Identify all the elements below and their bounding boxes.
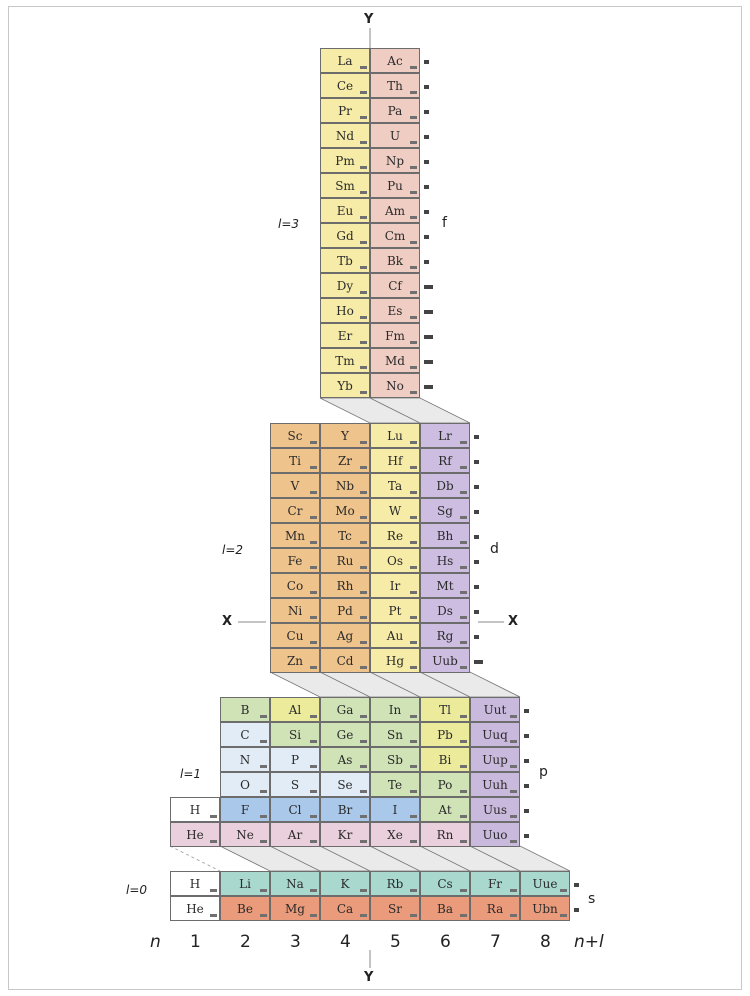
element-cell <box>220 871 270 896</box>
element-cell <box>220 747 270 772</box>
element-symbol: I <box>392 802 398 817</box>
s-block-label: s <box>588 891 596 907</box>
element-symbol: Zn <box>286 653 304 668</box>
element-symbol: Db <box>436 478 454 493</box>
row-dash-marker <box>424 160 429 164</box>
element-symbol: Pt <box>388 603 402 618</box>
element-cell <box>520 896 570 921</box>
row-dash-marker <box>474 485 479 489</box>
element-cell <box>320 423 370 448</box>
element-cell <box>370 523 420 548</box>
row-dash-marker <box>424 210 429 214</box>
element-cell <box>420 523 470 548</box>
element-cell <box>420 623 470 648</box>
element-cell <box>320 98 370 123</box>
l0-label: l=0 <box>126 883 148 897</box>
element-cell <box>420 896 470 921</box>
element-symbol: He <box>186 827 204 842</box>
element-symbol: Ga <box>336 702 354 717</box>
row-dash-marker <box>424 60 429 64</box>
p-block-label: p <box>539 764 548 780</box>
row-dash-marker <box>424 335 433 339</box>
n-plus-l-label: n+l <box>574 932 604 952</box>
element-symbol: Eu <box>336 203 354 218</box>
element-symbol: At <box>438 802 452 817</box>
row-dash-marker <box>424 110 429 114</box>
element-symbol: Gd <box>336 228 354 243</box>
row-dash-marker <box>524 809 529 813</box>
element-cell <box>270 548 320 573</box>
x-axis-label-left: X <box>222 614 233 629</box>
element-cell <box>420 648 470 673</box>
element-symbol: Os <box>387 553 403 568</box>
element-symbol: Pr <box>338 103 352 118</box>
element-cell <box>420 722 470 747</box>
element-cell <box>220 697 270 722</box>
element-cell <box>420 473 470 498</box>
element-symbol: Se <box>337 777 353 792</box>
element-symbol: Bk <box>386 253 404 268</box>
element-symbol: C <box>240 727 250 742</box>
element-symbol: Md <box>385 353 405 368</box>
element-symbol: Tc <box>338 528 352 543</box>
element-symbol: F <box>240 802 250 817</box>
element-cell <box>270 423 320 448</box>
element-cell <box>470 896 520 921</box>
element-symbol: Mo <box>335 503 355 518</box>
row-dash-marker <box>424 260 429 264</box>
element-symbol: Na <box>286 876 304 891</box>
y-axis-label-bottom: Y <box>364 970 374 985</box>
element-cell <box>420 772 470 797</box>
element-cell <box>270 523 320 548</box>
element-cell <box>370 123 420 148</box>
element-cell <box>370 273 420 298</box>
element-symbol: Ge <box>336 727 354 742</box>
element-cell <box>420 573 470 598</box>
row-dash-marker <box>424 235 429 239</box>
row-dash-marker <box>424 85 429 89</box>
element-cell <box>370 598 420 623</box>
element-cell <box>320 248 370 273</box>
n-plus-l-number: 3 <box>290 932 301 952</box>
element-symbol: Pm <box>335 153 355 168</box>
element-cell <box>220 797 270 822</box>
element-cell <box>320 198 370 223</box>
element-cell <box>520 871 570 896</box>
element-symbol: O <box>240 777 250 792</box>
element-symbol: Ar <box>287 827 303 842</box>
row-dash-marker <box>474 560 479 564</box>
element-symbol: Bi <box>438 752 452 767</box>
element-cell <box>320 173 370 198</box>
element-symbol: Nb <box>335 478 355 493</box>
element-cell <box>420 598 470 623</box>
element-symbol: Uuh <box>482 777 508 792</box>
element-symbol: Li <box>239 876 251 891</box>
element-symbol: Ds <box>437 603 453 618</box>
row-dash-marker <box>474 535 479 539</box>
element-cell <box>320 772 370 797</box>
n-plus-l-number: 7 <box>490 932 501 952</box>
element-symbol: S <box>290 777 300 792</box>
element-symbol: Sn <box>387 727 403 742</box>
element-cell <box>370 148 420 173</box>
element-cell <box>370 772 420 797</box>
element-symbol: No <box>386 378 404 393</box>
element-cell <box>370 198 420 223</box>
element-cell <box>420 448 470 473</box>
element-symbol: Rn <box>436 827 454 842</box>
element-symbol: Be <box>237 901 253 916</box>
element-cell <box>320 448 370 473</box>
element-cell <box>470 697 520 722</box>
element-symbol: Cd <box>336 653 354 668</box>
element-cell <box>470 722 520 747</box>
element-symbol: Si <box>288 727 302 742</box>
element-symbol: Pu <box>387 178 403 193</box>
element-symbol: Fe <box>287 553 303 568</box>
element-symbol: Xe <box>387 827 403 842</box>
element-cell <box>320 822 370 847</box>
element-symbol: Ra <box>486 901 504 916</box>
element-symbol: Ni <box>287 603 303 618</box>
n-plus-l-number: 2 <box>240 932 251 952</box>
element-cell <box>270 598 320 623</box>
element-symbol: Zr <box>337 453 353 468</box>
element-cell <box>370 348 420 373</box>
n-plus-l-number: 8 <box>540 932 551 952</box>
element-symbol: Cm <box>384 228 406 243</box>
element-symbol: Lu <box>387 428 403 443</box>
element-symbol: Ag <box>336 628 354 643</box>
element-cell <box>320 223 370 248</box>
element-symbol: Fm <box>385 328 405 343</box>
element-cell <box>270 498 320 523</box>
element-symbol: H <box>189 876 201 891</box>
element-symbol: Al <box>288 702 302 717</box>
element-cell <box>370 48 420 73</box>
element-symbol: Ca <box>336 901 354 916</box>
element-symbol: Tm <box>335 353 355 368</box>
element-symbol: Te <box>387 777 403 792</box>
element-symbol: Es <box>387 303 403 318</box>
element-cell <box>370 871 420 896</box>
element-cell <box>320 148 370 173</box>
row-dash-marker <box>524 834 529 838</box>
row-dash-marker <box>524 709 529 713</box>
row-dash-marker <box>424 285 433 289</box>
f-block-label: f <box>442 215 447 231</box>
element-symbol: Uuo <box>482 827 508 842</box>
element-symbol: Ubn <box>532 901 558 916</box>
element-cell <box>170 896 220 921</box>
element-symbol: Er <box>337 328 353 343</box>
n-plus-l-number: 6 <box>440 932 451 952</box>
element-symbol: Rh <box>336 578 354 593</box>
element-symbol: Rb <box>386 876 404 891</box>
element-cell <box>270 573 320 598</box>
element-symbol: Uuq <box>482 727 508 742</box>
element-cell <box>370 747 420 772</box>
element-symbol: P <box>290 752 300 767</box>
element-cell <box>320 697 370 722</box>
element-symbol: Sc <box>287 428 303 443</box>
element-cell <box>320 473 370 498</box>
element-cell <box>370 423 420 448</box>
element-cell <box>270 648 320 673</box>
element-cell <box>370 448 420 473</box>
row-dash-marker <box>424 185 429 189</box>
element-cell <box>270 822 320 847</box>
element-symbol: B <box>240 702 250 717</box>
element-symbol: Sb <box>387 752 403 767</box>
element-cell <box>270 722 320 747</box>
row-dash-marker <box>424 310 433 314</box>
element-cell <box>270 797 320 822</box>
element-cell <box>320 747 370 772</box>
element-cell <box>470 797 520 822</box>
element-symbol: Ne <box>236 827 254 842</box>
element-symbol: N <box>239 752 251 767</box>
element-symbol: Cf <box>388 278 402 293</box>
element-cell <box>320 123 370 148</box>
element-cell <box>270 697 320 722</box>
element-symbol: Sm <box>335 178 355 193</box>
row-dash-marker <box>474 585 479 589</box>
element-symbol: U <box>389 128 401 143</box>
element-cell <box>370 323 420 348</box>
row-dash-marker <box>524 759 529 763</box>
element-symbol: Pa <box>387 103 403 118</box>
element-cell <box>320 373 370 398</box>
element-symbol: Am <box>384 203 406 218</box>
element-cell <box>470 747 520 772</box>
element-cell <box>270 747 320 772</box>
element-cell <box>370 98 420 123</box>
element-cell <box>370 73 420 98</box>
element-cell <box>320 598 370 623</box>
element-symbol: Mg <box>285 901 305 916</box>
element-symbol: Mt <box>436 578 454 593</box>
row-dash-marker <box>474 435 479 439</box>
element-symbol: Co <box>286 578 304 593</box>
element-symbol: Rf <box>438 453 452 468</box>
element-cell <box>370 573 420 598</box>
element-symbol: Cl <box>288 802 302 817</box>
element-cell <box>270 623 320 648</box>
row-dash-marker <box>474 660 483 664</box>
element-symbol: Ru <box>336 553 354 568</box>
element-cell <box>320 523 370 548</box>
l3-label: l=3 <box>278 217 300 231</box>
element-cell <box>320 323 370 348</box>
element-cell <box>420 797 470 822</box>
element-cell <box>370 697 420 722</box>
element-cell <box>370 473 420 498</box>
row-dash-marker <box>474 610 479 614</box>
element-cell <box>370 248 420 273</box>
element-symbol: In <box>388 702 402 717</box>
element-symbol: Ta <box>387 478 403 493</box>
element-symbol: Au <box>386 628 404 643</box>
element-cell <box>370 498 420 523</box>
element-symbol: Cu <box>286 628 304 643</box>
element-cell <box>270 448 320 473</box>
element-cell <box>320 871 370 896</box>
element-cell <box>320 73 370 98</box>
n-plus-l-number: 4 <box>340 932 351 952</box>
row-dash-marker <box>474 460 479 464</box>
element-symbol: Sr <box>388 901 402 916</box>
element-cell <box>420 548 470 573</box>
element-cell <box>370 623 420 648</box>
element-cell <box>320 48 370 73</box>
row-dash-marker <box>474 635 479 639</box>
row-dash-marker <box>424 385 433 389</box>
element-cell <box>420 822 470 847</box>
element-symbol: Uut <box>483 702 507 717</box>
element-symbol: Ac <box>387 53 403 68</box>
element-cell <box>270 772 320 797</box>
element-cell <box>370 548 420 573</box>
element-symbol: Y <box>341 428 349 443</box>
element-cell <box>370 797 420 822</box>
d-block-label: d <box>490 541 499 557</box>
element-cell <box>370 173 420 198</box>
element-symbol: Ce <box>336 78 354 93</box>
element-cell <box>370 896 420 921</box>
element-cell <box>470 822 520 847</box>
n-plus-l-number: 5 <box>390 932 401 952</box>
element-cell <box>420 871 470 896</box>
element-symbol: Kr <box>337 827 353 842</box>
row-dash-marker <box>424 360 433 364</box>
element-symbol: Mn <box>284 528 305 543</box>
row-dash-marker <box>524 734 529 738</box>
element-symbol: Yb <box>337 378 353 393</box>
l2-label: l=2 <box>222 543 244 557</box>
element-cell <box>420 423 470 448</box>
element-symbol: W <box>388 503 402 518</box>
element-symbol: Br <box>337 802 353 817</box>
element-symbol: Re <box>386 528 404 543</box>
element-cell <box>320 498 370 523</box>
element-cell <box>320 797 370 822</box>
element-cell <box>370 722 420 747</box>
element-cell <box>220 896 270 921</box>
element-symbol: Dy <box>336 278 354 293</box>
element-cell <box>320 623 370 648</box>
row-dash-marker <box>474 510 479 514</box>
element-symbol: Ho <box>336 303 354 318</box>
element-symbol: Hg <box>385 653 405 668</box>
element-symbol: Hf <box>387 453 403 468</box>
element-cell <box>470 772 520 797</box>
row-dash-marker <box>574 908 579 912</box>
element-cell <box>420 498 470 523</box>
element-cell <box>270 871 320 896</box>
element-symbol: Sg <box>437 503 453 518</box>
element-cell <box>370 373 420 398</box>
element-symbol: Rg <box>436 628 454 643</box>
element-cell <box>420 697 470 722</box>
element-symbol: Ti <box>289 453 301 468</box>
element-symbol: H <box>189 802 201 817</box>
element-cell <box>320 298 370 323</box>
element-symbol: Np <box>385 153 405 168</box>
row-dash-marker <box>424 135 429 139</box>
element-symbol: As <box>337 752 353 767</box>
element-cell <box>370 822 420 847</box>
element-cell <box>170 822 220 847</box>
element-symbol: Tb <box>337 253 353 268</box>
element-symbol: Uus <box>483 802 507 817</box>
element-cell <box>320 896 370 921</box>
element-symbol: Th <box>387 78 403 93</box>
element-cell <box>370 223 420 248</box>
element-symbol: Pb <box>437 727 453 742</box>
element-cell <box>320 273 370 298</box>
element-cell <box>420 747 470 772</box>
element-symbol: Ir <box>389 578 401 593</box>
element-symbol: Lr <box>438 428 452 443</box>
element-symbol: Po <box>437 777 453 792</box>
element-cell <box>220 822 270 847</box>
l1-label: l=1 <box>180 767 202 781</box>
element-symbol: Tl <box>439 702 451 717</box>
element-cell <box>220 722 270 747</box>
row-dash-marker <box>574 883 579 887</box>
element-cell <box>320 722 370 747</box>
element-symbol: Ba <box>437 901 453 916</box>
y-axis-label-top: Y <box>364 12 374 27</box>
element-cell <box>470 871 520 896</box>
element-symbol: V <box>290 478 300 493</box>
element-symbol: Uub <box>432 653 458 668</box>
element-symbol: K <box>340 876 350 891</box>
row-dash-marker <box>524 784 529 788</box>
element-cell <box>320 548 370 573</box>
element-symbol: Pd <box>337 603 353 618</box>
element-symbol: Fr <box>487 876 503 891</box>
element-symbol: Nd <box>335 128 355 143</box>
element-symbol: La <box>337 53 353 68</box>
element-cell <box>270 896 320 921</box>
element-symbol: Hs <box>436 553 454 568</box>
element-symbol: Uup <box>482 752 508 767</box>
element-cell <box>320 648 370 673</box>
element-symbol: He <box>186 901 204 916</box>
element-cell <box>170 871 220 896</box>
element-cell <box>370 298 420 323</box>
element-cell <box>370 648 420 673</box>
n-label: n <box>150 932 161 952</box>
element-cell <box>320 573 370 598</box>
element-cell <box>270 473 320 498</box>
element-symbol: Bh <box>436 528 454 543</box>
element-symbol: Cs <box>437 876 453 891</box>
element-cell <box>170 797 220 822</box>
n-plus-l-number: 1 <box>190 932 201 952</box>
element-symbol: Cr <box>287 503 303 518</box>
element-cell <box>220 772 270 797</box>
element-cell <box>320 348 370 373</box>
element-symbol: Uue <box>532 876 558 891</box>
x-axis-label-right: X <box>508 614 519 629</box>
